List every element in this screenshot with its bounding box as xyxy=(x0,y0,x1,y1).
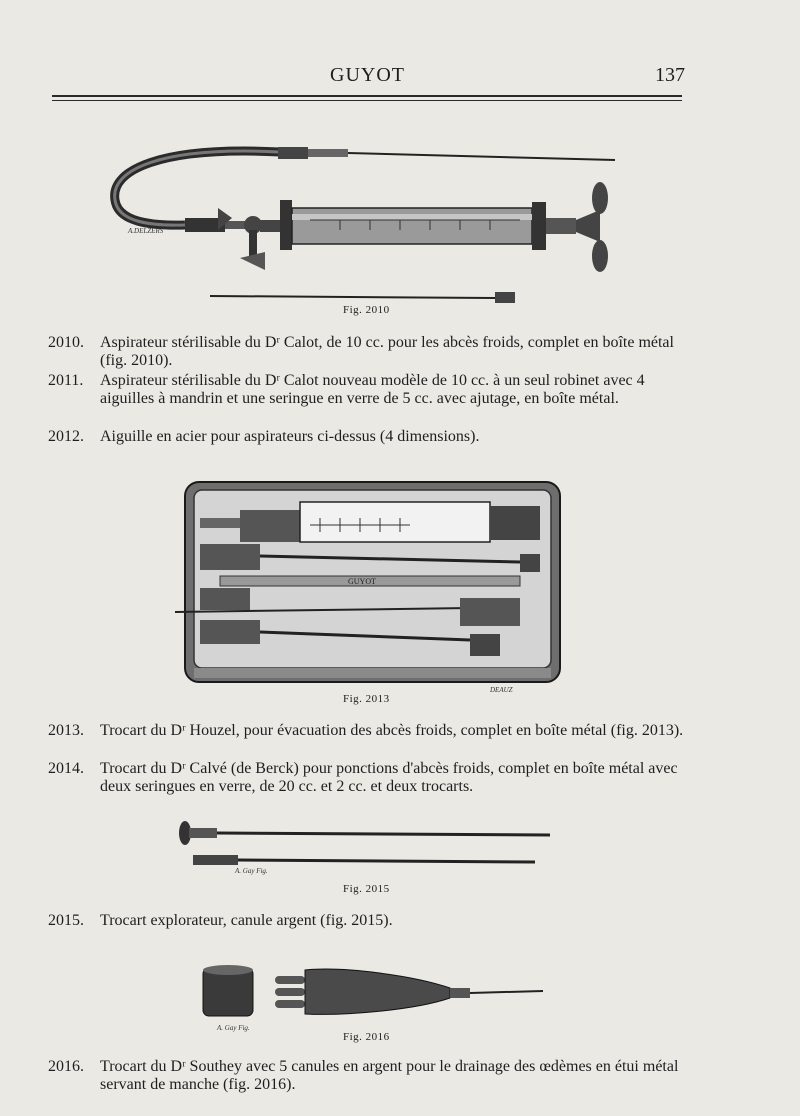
catalog-entry-2010 xyxy=(48,334,698,370)
catalog-entry-2016 xyxy=(48,1058,698,1094)
entry-number: 2011. xyxy=(48,372,84,389)
figure-2015-illustration xyxy=(175,815,565,875)
figure-2010-caption: Fig. 2010 xyxy=(343,304,390,316)
header-rule xyxy=(52,95,682,97)
figure-2015-caption: Fig. 2015 xyxy=(343,883,390,895)
entry-text: Aspirateur stérilisable du Dʳ Calot nouveau modèle de 10 cc. à un seul robinet avec 4 aiguilles à mandrin et une seringue en verre de 5 cc. avec ajutage, en boîte métal. xyxy=(100,372,645,407)
entry-text: Trocart du Dʳ Southey avec 5 canules en argent pour le drainage des œdèmes en étui métal servant de manche (fig. 2016). xyxy=(100,1058,679,1093)
header-rule-thin xyxy=(52,100,682,101)
figure-2016-caption: Fig. 2016 xyxy=(343,1031,390,1043)
entry-number: 2013. xyxy=(48,722,84,739)
entry-number: 2016. xyxy=(48,1058,84,1075)
catalog-entry-2011 xyxy=(48,372,698,408)
entry-number: 2015. xyxy=(48,912,84,929)
running-header: GUYOT xyxy=(330,64,405,86)
figure-2015-signature: A. Gay Fig. xyxy=(235,867,268,875)
entry-text: Trocart du Dʳ Calvé (de Berck) pour ponctions d'abcès froids, complet en boîte métal avec deux seringues en verre, de 20 cc. et 2 cc. et deux trocarts. xyxy=(100,760,678,795)
entry-text: Aspirateur stérilisable du Dʳ Calot, de 10 cc. pour les abcès froids, complet en boîte métal (fig. 2010). xyxy=(100,334,674,369)
entry-text: Trocart du Dʳ Houzel, pour évacuation des abcès froids, complet en boîte métal (fig. 2013). xyxy=(100,722,684,739)
page-number: 137 xyxy=(655,64,685,86)
entry-text: Trocart explorateur, canule argent (fig. 2015). xyxy=(100,912,393,929)
figure-2016-illustration xyxy=(195,958,555,1033)
figure-2013-illustration xyxy=(170,480,570,695)
figure-2013-caption: Fig. 2013 xyxy=(343,693,390,705)
figure-2016-signature: A. Gay Fig. xyxy=(217,1024,250,1032)
entry-text: Aiguille en acier pour aspirateurs ci-dessus (4 dimensions). xyxy=(100,428,480,445)
catalog-entry-2012 xyxy=(48,428,698,446)
catalog-entry-2015 xyxy=(48,912,698,930)
figure-2013-engraving: GUYOT xyxy=(348,577,376,586)
figure-2010-illustration xyxy=(100,130,640,315)
catalog-entry-2013 xyxy=(48,722,698,740)
catalog-entry-2014 xyxy=(48,760,698,796)
figure-2013-signature: DEAUZ xyxy=(490,686,513,694)
entry-number: 2014. xyxy=(48,760,84,777)
entry-number: 2010. xyxy=(48,334,84,351)
figure-2010-signature: A.DELZERS xyxy=(128,227,164,235)
entry-number: 2012. xyxy=(48,428,84,445)
